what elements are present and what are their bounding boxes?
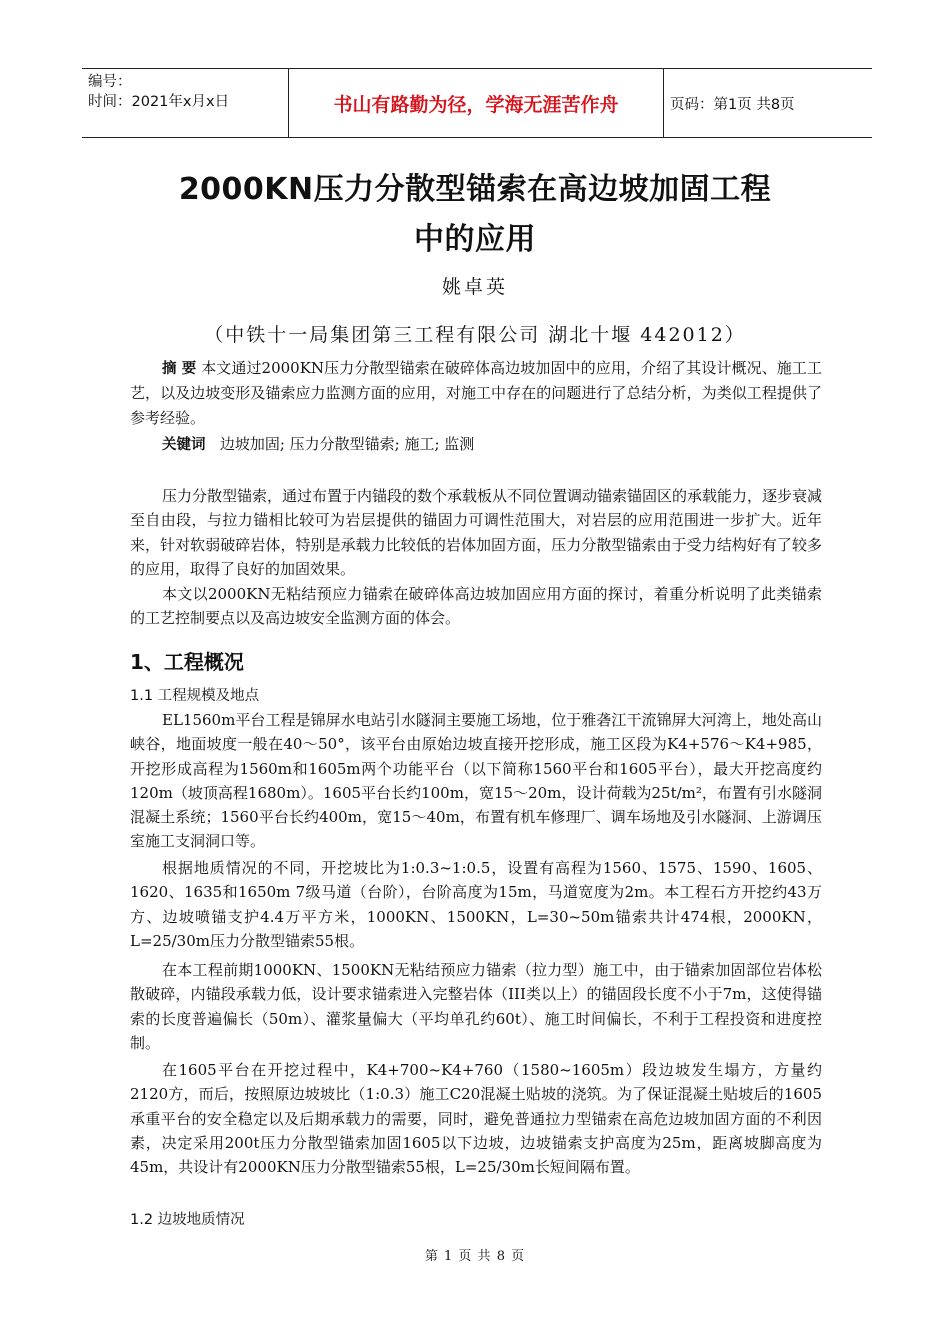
abstract-text: 本文通过2000KN压力分散型锚索在破碎体高边坡加固中的应用，介绍了其设计概况、施工工艺，以及边坡变形及锚索应力监测方面的应用，对施工中存在的问题进行了总结分析，为类似工程提供了参考经验。 [130, 359, 822, 427]
keywords-text: 边坡加固; 压力分散型锚索; 施工; 监测 [219, 435, 475, 453]
header-motto: 书山有路勤为径，学海无涯苦作舟 [288, 69, 664, 137]
keywords-label: 关键词 [162, 437, 206, 453]
intro-paragraph-2: 本文以2000KN无粘结预应力锚索在破碎体高边坡加固应用方面的探讨，着重分析说明了此类锚索的工艺控制要点以及高边坡安全监测方面的体会。 [130, 585, 822, 628]
subsection-heading-2: 1.2 边坡地质情况 [130, 1212, 245, 1228]
doc-title-line2: 中的应用 [414, 222, 536, 257]
header-page-info: 页码：第1页 共8页 [670, 96, 795, 113]
serial-number-label: 编号： [88, 74, 132, 90]
intro-paragraph-1: 压力分散型锚索，通过布置于内锚段的数个承载板从不同位置调动锚索锚固区的承载能力，逐步衰减至自由段，与拉力锚相比较可为岩层提供的锚固力可调性范围大，对岩层的应用范围进一步扩大。近年来，针对软弱破碎岩体，特别是承载力比较低的岩体加固方面，压力分散型锚索由于受力结构好有了较多的应用，取得了良好的加固效果。 [130, 487, 823, 578]
abstract [130, 356, 822, 430]
body-paragraph-1: EL1560m平台工程是锦屏水电站引水隧洞主要施工场地，位于雅砻江干流锦屏大河湾上，地处高山峡谷，地面坡度一般在40～50°，该平台由原始边坡直接开挖形成，施工区段为K4+576～K4+985，开挖形成高程为1560m和1605m两个功能平台（以下简称1560平台和1605平台），最大开挖高度约120m（坡顶高程1680m）。1605平台长约100m，宽15～20m，设计荷载为25t/m²，布置有引水隧洞混凝土系统；1560平台长约400m，宽15～40m，布置有机车修理厂、调车场地及引水隧洞、上游调压室施工支洞洞口等。 [130, 711, 822, 851]
keywords [130, 432, 822, 457]
body-paragraph-4: 在1605平台在开挖过程中，K4+700~K4+760（1580~1605m）段边坡发生塌方，方量约2120方，而后，按照原边坡坡比（1:0.3）施工C20混凝土贴坡的浇筑。为了保证混凝土贴坡后的1605承重平台的安全稳定以及后期承载力的需要，同时，避免普通拉力型锚索在高危边坡加固方面的不利因素，决定采用200t压力分散型锚索加固1605以下边坡，边坡锚索支护高度为25m，距离坡脚高度为45m，共设计有2000KN压力分散型锚索55根，L=25/30m长短间隔布置。 [130, 1061, 822, 1177]
header-meta [82, 69, 288, 137]
page-footer: 第 1 页 共 8 页 [424, 1249, 526, 1264]
abstract-label: 摘 要 [162, 361, 197, 377]
time-label: 时间：2021年x月x日 [88, 94, 230, 110]
body-paragraph-2: 根据地质情况的不同，开挖坡比为1:0.3~1:0.5，设置有高程为1560、1575、1590、1605、1620、1635和1650m 7级马道（台阶），台阶高度为15m，马道宽度为2m。本工程石方开挖约43万方、边坡喷锚支护4.4万平方米，1000KN、1500KN，L=30~50m锚索共计474根，2000KN，L=25/30m压力分散型锚索55根。 [130, 859, 822, 950]
doc-title-line1: 2000KN压力分散型锚索在高边坡加固工程 [178, 172, 772, 207]
author: 姚卓英 [441, 276, 508, 298]
section-heading: 1、工程概况 [130, 650, 244, 674]
page-header [82, 68, 872, 138]
subsection-heading: 1.1 工程规模及地点 [130, 688, 260, 704]
affiliation: （中铁十一局集团第三工程有限公司 湖北十堰 442012） [204, 324, 746, 346]
body-paragraph-3: 在本工程前期1000KN、1500KN无粘结预应力锚索（拉力型）施工中，由于锚索加固部位岩体松散破碎，内锚段承载力低，设计要求锚索进入完整岩体（III类以上）的锚固段长度不小于7m，这使得锚索的长度普遍偏长（50m）、灌浆量偏大（平均单孔约60t）、施工时间偏长，不利于工程投资和进度控制。 [130, 961, 822, 1052]
